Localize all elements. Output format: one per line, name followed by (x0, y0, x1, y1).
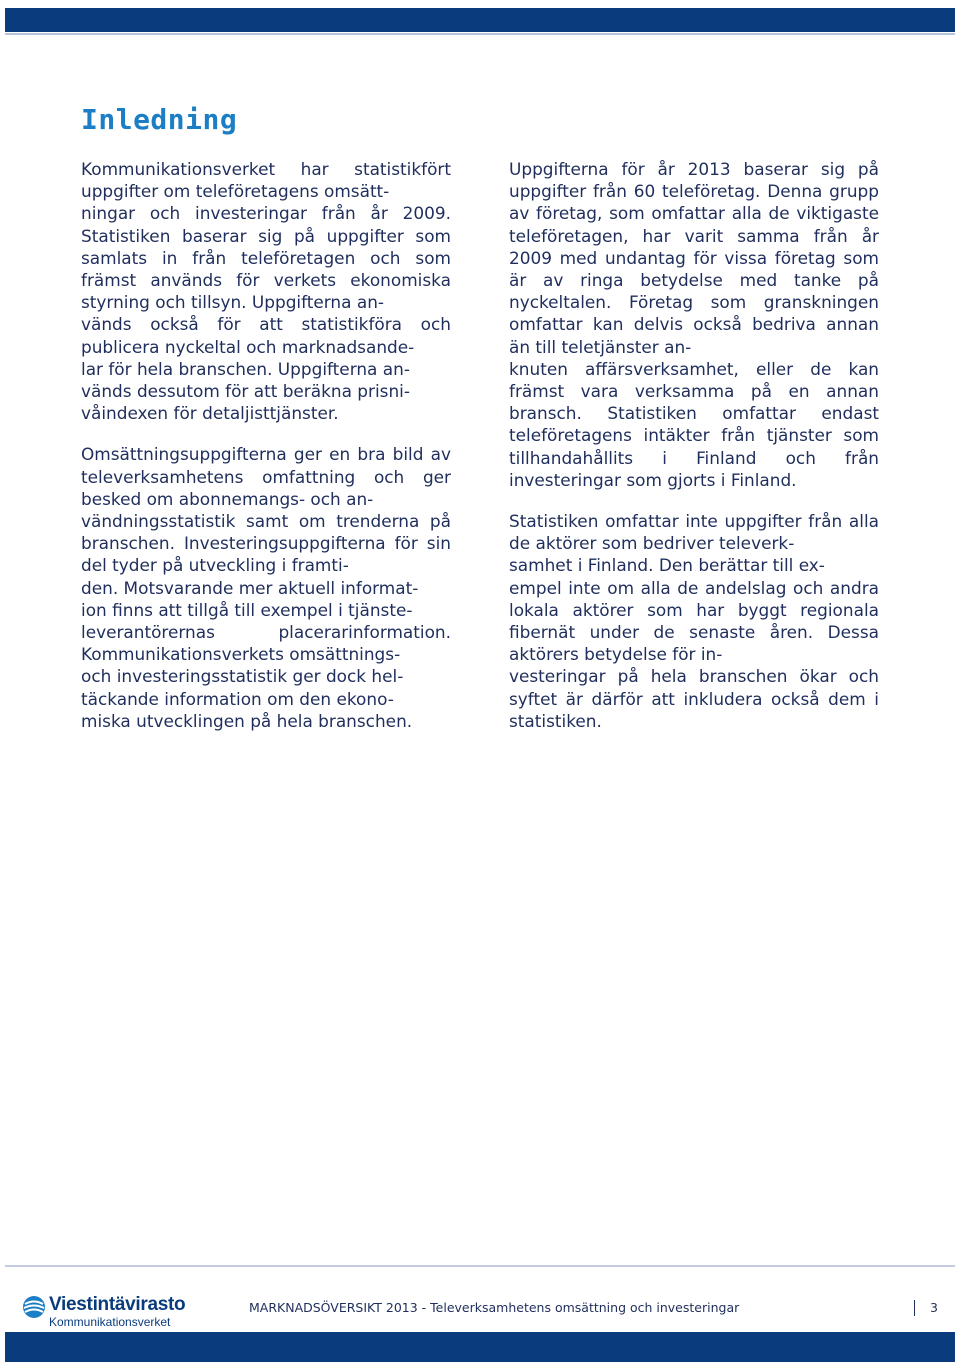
footer-rule (5, 1265, 955, 1267)
right-column (509, 158, 879, 751)
page-number: 3 (930, 1300, 938, 1315)
paragraph: Uppgifterna för år 2013 baserar sig på uppgifter från 60 teleföretag. Denna grupp av företag, som omfattar alla de viktigaste teleföretagen, har varit samma från år 2009 med undantag för vissa företag som är av ringa betydelse med tanke på nyckeltalen. Företag som granskningen omfattar kan delvis också bedriva annan än till teletjänster an- knuten affärsverksamhet, eller de kan främst vara verksamma på en annan bransch. Statistiken omfattar endast teleföretagens intäkter från tjänster som tillhandahållits i Finland och från investeringar som gjorts i Finland. (509, 159, 879, 490)
footer-title: MARKNADSÖVERSIKT 2013 - Televerksamhetens omsättning och investeringar (249, 1300, 740, 1315)
left-column (81, 158, 451, 751)
header-bar (5, 8, 955, 32)
logo-subtitle: Kommunikationsverket (49, 1315, 171, 1329)
paragraph: Statistiken omfattar inte uppgifter från alla de aktörer som bedriver televerk- samhet i Finland. Den berättar till ex- empel inte om alla de andelslag och andra lokala aktörer som har byggt regionala fibernät under de senaste åren. Dessa aktörers betydelse för in- vesteringar på hela branschen ökar och syftet är därför att inkludera också dem i statistiken. (509, 511, 879, 731)
paragraph: Kommunikationsverket har statistikfört uppgifter om teleföretagens omsätt- ningar och investeringar från år 2009. Statistiken baserar sig på uppgifter som samlats in från teleföretagen och som främst används för verkets ekonomiska styrning och tillsyn. Uppgifterna an- vänds också för att statistikföra och publicera nyckeltal och marknadsande- lar för hela branschen. Uppgifterna an- vänds dessutom för att beräkna prisni- våindexen för detaljisttjänster. (81, 159, 451, 424)
header-rule (5, 33, 955, 35)
globe-logo-icon (22, 1295, 46, 1319)
footer-divider (914, 1300, 915, 1316)
footer-bar (5, 1332, 955, 1362)
page-title: Inledning (81, 103, 238, 136)
logo-name: Viestintävirasto (49, 1294, 186, 1315)
viestintavirasto-logo (22, 1294, 222, 1330)
paragraph: Omsättningsuppgifterna ger en bra bild av televerksamhetens omfattning och ger besked om abonnemangs- och an- vändningsstatistik samt om trenderna på branschen. Investeringsuppgifterna för sin del tyder på utveckling i framti- den. Motsvarande mer aktuell informat- ion finns att tillgå till exempel i tjänste- leverantörernas placerarinformation. Kommunikationsverkets omsättnings- och investeringsstatistik ger dock hel- täckande information om den ekono- miska utvecklingen på hela branschen. (81, 444, 451, 731)
